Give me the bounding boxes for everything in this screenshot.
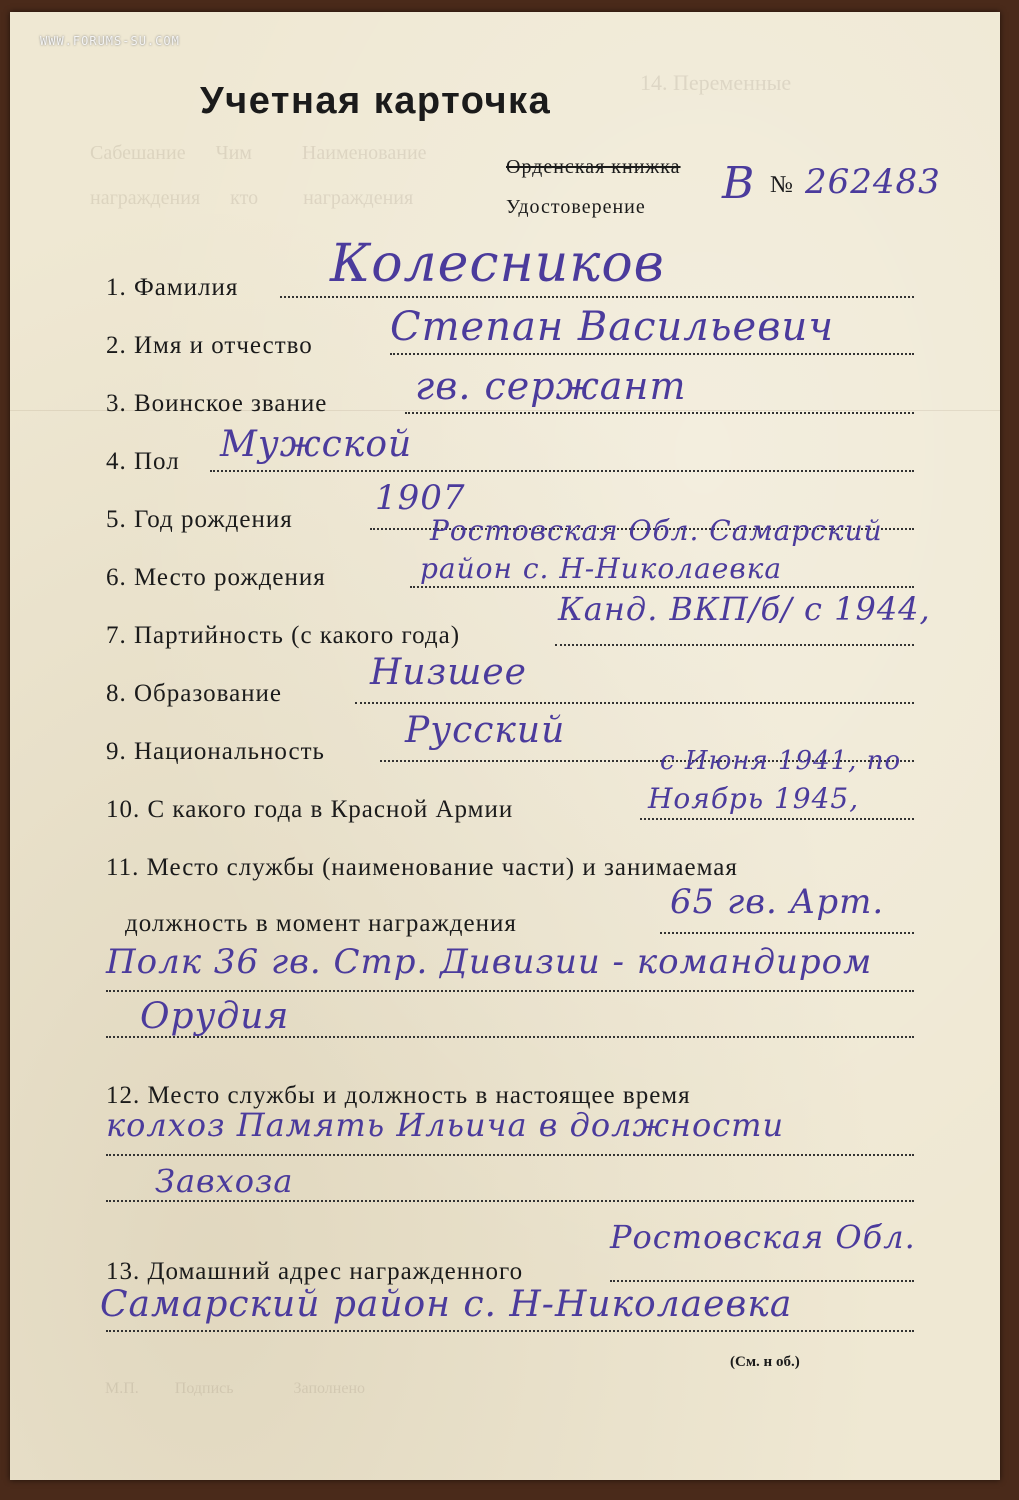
field-value-current-service-line1: колхоз Память Ильича в должности bbox=[106, 1106, 785, 1144]
field-label-home-address: 13. Домашний адрес награжденного bbox=[106, 1258, 524, 1285]
field-value-army-since-line1: с Июня 1941, по bbox=[660, 746, 902, 776]
field-value-rank: гв. сержант bbox=[415, 364, 687, 408]
field-value-surname: Колесников bbox=[330, 234, 665, 294]
fill-line bbox=[280, 296, 914, 298]
fill-line bbox=[106, 990, 914, 992]
field-value-home-address-line1: Ростовская Обл. bbox=[610, 1218, 916, 1256]
field-value-current-service-line2: Завхоза bbox=[155, 1162, 294, 1200]
field-value-home-address-line2: Самарский район с. Н-Николаевка bbox=[100, 1284, 793, 1325]
fill-line bbox=[640, 818, 914, 820]
watermark: WWW.FORUMS-SU.COM bbox=[40, 34, 180, 48]
fill-line bbox=[610, 1280, 914, 1282]
field-label-current-service: 12. Место службы и должность в настоящее время bbox=[106, 1082, 691, 1109]
bleed-through-text: награждения кто награждения bbox=[90, 187, 414, 209]
fill-line bbox=[106, 1200, 914, 1202]
field-label-service-line2: должность в момент награждения bbox=[125, 910, 517, 937]
field-label-army-since: 10. С какого года в Красной Армии bbox=[106, 796, 514, 823]
series-handwritten: В bbox=[722, 158, 756, 209]
fill-line bbox=[106, 1330, 914, 1332]
field-label-service-line1: 11. Место службы (наименование части) и занимаемая bbox=[106, 854, 738, 881]
field-value-education: Низшее bbox=[370, 652, 527, 693]
bleed-through-text: Сабешание Чим Наименование bbox=[90, 142, 427, 164]
field-label-sex: 4. Пол bbox=[106, 448, 180, 475]
field-label-nationality: 9. Национальность bbox=[106, 738, 325, 765]
field-value-name: Степан Васильевич bbox=[390, 304, 835, 350]
field-label-rank: 3. Воинское звание bbox=[106, 390, 328, 417]
field-label-name: 2. Имя и отчество bbox=[106, 332, 313, 359]
fill-line bbox=[405, 412, 914, 414]
field-value-service-line2: Полк 36 гв. Стр. Дивизии - командиром bbox=[106, 942, 873, 982]
fill-line bbox=[390, 353, 914, 355]
document-type-struck: Орденская книжка bbox=[506, 156, 681, 178]
fill-line bbox=[355, 702, 914, 704]
bleed-through-text: М.П. Подпись Заполнено bbox=[105, 1380, 366, 1397]
fill-line bbox=[555, 644, 914, 646]
field-value-sex: Мужской bbox=[220, 424, 413, 465]
number-label: № bbox=[770, 172, 794, 198]
fill-line bbox=[210, 470, 914, 472]
field-value-birthplace-line1: Ростовская Обл. Самарский bbox=[430, 514, 883, 547]
record-card bbox=[10, 12, 1000, 1480]
field-value-service-line3: Орудия bbox=[140, 996, 290, 1037]
field-value-nationality: Русский bbox=[405, 710, 566, 751]
fill-line bbox=[410, 586, 914, 588]
field-value-birth-year: 1907 bbox=[375, 478, 466, 518]
number-handwritten: 262483 bbox=[805, 162, 941, 202]
field-value-party: Канд. ВКП/б/ с 1944, bbox=[558, 590, 931, 628]
card-title: Учетная карточка bbox=[200, 80, 552, 122]
field-label-birth-year: 5. Год рождения bbox=[106, 506, 293, 533]
field-label-education: 8. Образование bbox=[106, 680, 283, 707]
field-label-surname: 1. Фамилия bbox=[106, 274, 239, 301]
fill-line bbox=[106, 1154, 914, 1156]
field-label-party: 7. Партийность (с какого года) bbox=[106, 622, 461, 649]
fill-line bbox=[660, 932, 914, 934]
footer-note: (См. н об.) bbox=[730, 1354, 800, 1370]
field-value-birthplace-line2: район с. Н-Николаевка bbox=[420, 552, 783, 585]
field-label-birthplace: 6. Место рождения bbox=[106, 564, 326, 591]
bleed-through-text: 14. Переменные bbox=[640, 70, 792, 95]
field-value-service-line1: 65 гв. Арт. bbox=[670, 882, 885, 922]
field-value-army-since-line2: Ноябрь 1945, bbox=[648, 782, 860, 815]
document-type-selected: Удостоверение bbox=[506, 196, 646, 218]
